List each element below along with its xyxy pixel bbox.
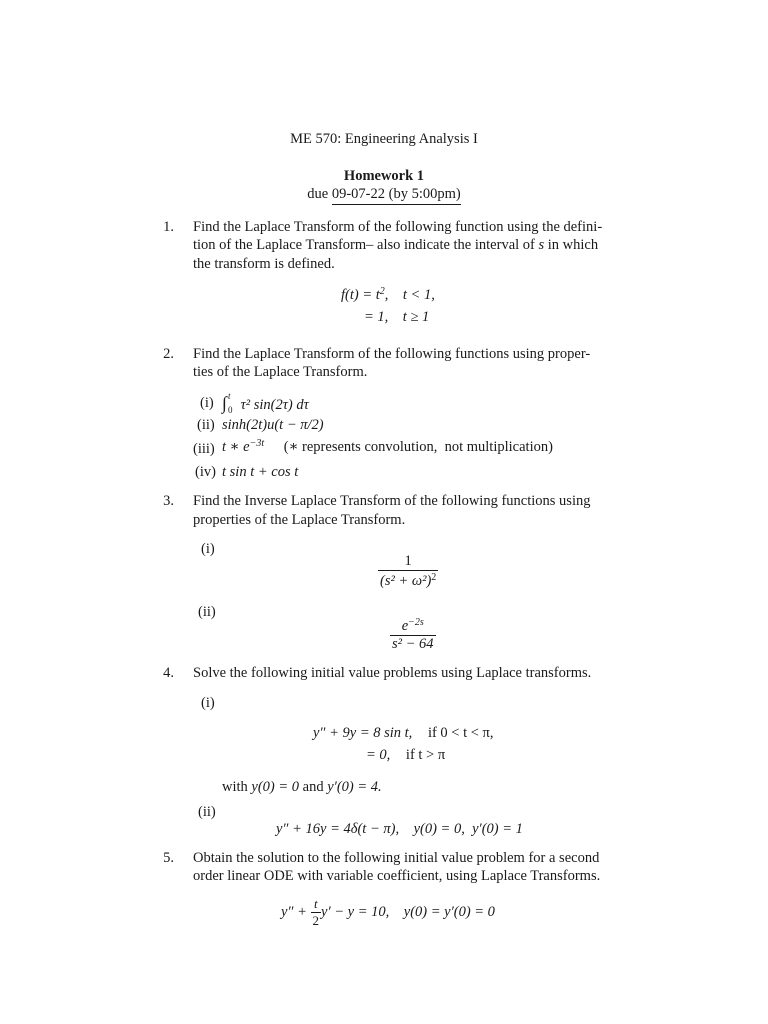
problem-text-line: the transform is defined.: [193, 256, 335, 272]
item-math: t sin t + cos t: [222, 464, 299, 480]
problem-text-line: order linear ODE with variable coefficient, using Laplace Transforms.: [193, 868, 601, 884]
item-label: (i): [201, 541, 215, 557]
item-label: (i): [201, 695, 215, 711]
problem-text-line: properties of the Laplace Transform.: [193, 512, 406, 528]
problem-text-line: Solve the following initial value problems using Laplace transforms.: [193, 665, 592, 681]
equation-line: y″ + 9y = 8 sin t, if 0 < t < π,: [313, 725, 494, 741]
item-math: sinh(2t)u(t − π/2): [222, 417, 324, 433]
text-fragment: in which: [547, 237, 599, 253]
item-label: (i): [200, 395, 214, 411]
equation-line: y″ + 16y = 4δ(t − π), y(0) = 0, y′(0) = 1: [276, 821, 523, 837]
problem-number: 4.: [163, 665, 174, 681]
problem-text-line: [193, 237, 598, 254]
problem-number: 1.: [163, 219, 174, 235]
problem-number: 5.: [163, 850, 174, 866]
problem-text-line: Find the Inverse Laplace Transform of the following functions using: [193, 493, 591, 509]
item-math: t ∗ $e^{-3t}$ (∗ represents convolution, not multiplication): [222, 438, 553, 455]
equation-line: y″ + $\frac{t}{2}$ y′ − y = 10, y(0) = y′(0) = 0: [281, 896, 495, 928]
due-line: [0, 186, 768, 203]
problem-text-line: Find the Laplace Transform of the following function using the defini-: [193, 219, 603, 235]
item-label: (ii): [198, 604, 216, 620]
item-label: (ii): [197, 417, 215, 433]
item-label: (iv): [195, 464, 216, 480]
problem-text-line: Find the Laplace Transform of the following functions using proper-: [193, 346, 591, 362]
text-fragment: tion of the Laplace Transform– also indicate the interval of: [193, 237, 535, 253]
equation-line: = 0, if t > π: [366, 747, 446, 763]
problem-text-line: Obtain the solution to the following initial value problem for a second: [193, 850, 600, 866]
problem-text-line: ties of the Laplace Transform.: [193, 364, 368, 380]
course-title: ME 570: Engineering Analysis I: [290, 131, 478, 147]
fraction: $\frac{1}{(s^2 + \omega^2)^2}$: [380, 553, 437, 589]
fraction: $\frac{e^{-2s}}{\text{s² − 64}}$: [392, 617, 434, 652]
item-label: (ii): [198, 804, 216, 820]
equation-line: $f(t) = t^2$, t < 1,: [341, 286, 435, 303]
homework-title: Homework 1: [343, 168, 425, 184]
variable-s: s: [538, 237, 545, 253]
problem-number: 3.: [163, 493, 174, 509]
item-label: (iii): [193, 441, 215, 457]
due-prefix: due: [307, 186, 329, 202]
initial-conditions: with y(0) = 0 and y′(0) = 4.: [222, 779, 382, 795]
equation-line: = 1, t ≥ 1: [364, 309, 430, 325]
item-math: ∫ t 0 τ² sin(2τ) dτ: [222, 391, 309, 415]
problem-number: 2.: [163, 346, 174, 362]
due-date: 09-07-22 (by 5:00pm): [332, 186, 461, 205]
